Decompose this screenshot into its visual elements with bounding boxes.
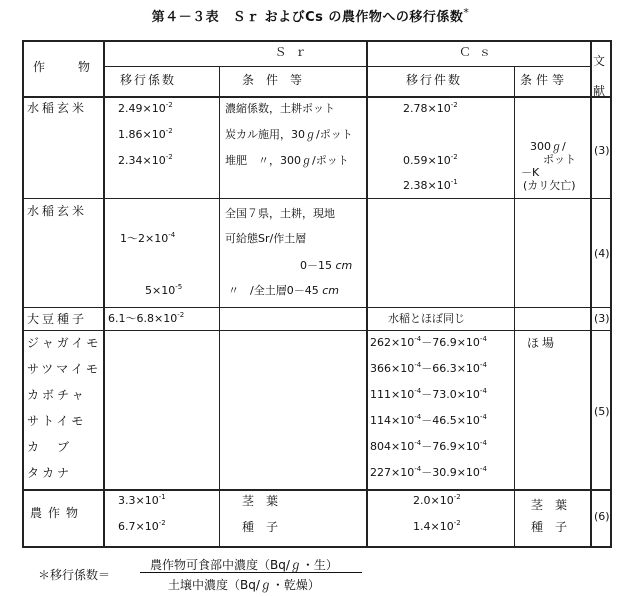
header-sr-factor: 移行係数 bbox=[120, 73, 177, 87]
sr-factor: $5\times 10^{-5}$ bbox=[145, 283, 183, 297]
sr-condition: 堆肥 〃，300ℊ/ポット bbox=[225, 154, 349, 167]
sr-condition: 全国７県，土耕，現地 bbox=[225, 207, 335, 220]
row-divider bbox=[22, 489, 612, 491]
column-divider bbox=[219, 66, 220, 546]
header-ref: 文献 bbox=[593, 54, 606, 98]
sr-factor: $3.3\times 10^{-1}$ bbox=[118, 493, 166, 507]
footnote-numerator: 農作物可食部中濃度（Bq/ℊ・生） bbox=[150, 558, 338, 572]
crop-name: 水稲玄米 bbox=[27, 204, 88, 218]
sr-condition: 炭カル施用，30ℊ/ポット bbox=[225, 128, 353, 141]
sr-factor: $1.86\times 10^{-2}$ bbox=[118, 127, 173, 141]
table-right-border bbox=[610, 40, 612, 548]
header-sr-conditions: 条 件 等 bbox=[242, 73, 303, 87]
cs-condition: 茎 葉 bbox=[531, 498, 568, 512]
crop-name: タカナ bbox=[27, 466, 73, 480]
sr-condition: 種 子 bbox=[242, 520, 279, 534]
header-cs-conditions: 条件等 bbox=[520, 73, 569, 87]
column-divider bbox=[514, 66, 515, 546]
crop-name: 農作物 bbox=[30, 506, 85, 520]
cs-factor-range: $114\times 10^{-4}-46.5\times 10^{-4}$ bbox=[370, 413, 487, 427]
sr-condition: 可給態Sr/作土層 bbox=[225, 232, 307, 245]
header-cs: Ｃｓ bbox=[458, 45, 499, 59]
header-crop: 作 物 bbox=[33, 60, 94, 74]
cs-factor-range: $262\times 10^{-4}-76.9\times 10^{-4}$ bbox=[370, 335, 487, 349]
table-top-border bbox=[22, 40, 612, 42]
fraction-bar bbox=[140, 572, 362, 573]
cs-factor-range: $804\times 10^{-4}-76.9\times 10^{-4}$ bbox=[370, 439, 487, 453]
table-bottom-border bbox=[22, 546, 612, 548]
reference: (3) bbox=[594, 144, 610, 157]
table-title: 第４－３表 Ｓｒ およびCs の農作物への移行係数* bbox=[151, 6, 470, 25]
cs-note: 水稲とほぼ同じ bbox=[388, 312, 465, 325]
sr-condition: 0－15 cm bbox=[300, 259, 353, 272]
header-cs-factor: 移行件数 bbox=[406, 73, 463, 87]
subheader-divider bbox=[104, 66, 591, 67]
cs-factor: $1.4\times 10^{-2}$ bbox=[413, 519, 461, 533]
sr-condition: 茎 葉 bbox=[242, 494, 279, 508]
cs-condition: ほ場 bbox=[527, 336, 558, 350]
sr-factor: $2.49\times 10^{-2}$ bbox=[118, 101, 173, 115]
sr-factor: $6.1\sim 6.8\times 10^{-2}$ bbox=[108, 311, 185, 325]
crop-name: ジャガイモ bbox=[27, 336, 102, 350]
crop-name: カボチャ bbox=[27, 388, 87, 402]
cs-factor: $0.59\times 10^{-2}$ bbox=[403, 153, 458, 167]
footnote-label: ＊移行係数＝ bbox=[38, 568, 111, 582]
sr-condition: 濃縮係数，土耕ポット bbox=[225, 102, 335, 115]
cs-condition: (カリ欠亡) bbox=[523, 179, 576, 192]
crop-name: サツマイモ bbox=[27, 362, 102, 376]
reference: (5) bbox=[594, 405, 610, 418]
crop-name: カ ブ bbox=[27, 440, 73, 454]
reference: (6) bbox=[594, 510, 610, 523]
header-bottom-border bbox=[22, 96, 612, 98]
row-divider bbox=[22, 307, 612, 308]
reference: (4) bbox=[594, 247, 610, 260]
header-sr: Ｓｒ bbox=[274, 45, 315, 59]
cs-condition: 種 子 bbox=[531, 520, 568, 534]
cs-factor-range: $366\times 10^{-4}-66.3\times 10^{-4}$ bbox=[370, 361, 487, 375]
cs-condition: 300ℊ/ bbox=[530, 140, 566, 153]
column-divider bbox=[590, 40, 592, 548]
sr-factor: $2.34\times 10^{-2}$ bbox=[118, 153, 173, 167]
crop-name: 水稲玄米 bbox=[27, 101, 88, 115]
cs-factor-range: $111\times 10^{-4}-73.0\times 10^{-4}$ bbox=[370, 387, 487, 401]
table-left-border bbox=[22, 40, 24, 548]
cs-condition: ポット bbox=[543, 153, 576, 166]
footnote-denominator: 土壌中濃度（Bq/ℊ・乾燥） bbox=[168, 578, 320, 592]
column-divider bbox=[103, 40, 105, 548]
cs-factor: $2.78\times 10^{-2}$ bbox=[403, 101, 458, 115]
row-divider bbox=[22, 198, 612, 199]
reference: (3) bbox=[594, 312, 610, 325]
crop-name: サトイモ bbox=[27, 414, 87, 428]
cs-factor: $2.0\times 10^{-2}$ bbox=[413, 493, 461, 507]
cs-condition: －K bbox=[521, 166, 540, 179]
cs-factor: $2.38\times 10^{-1}$ bbox=[403, 178, 458, 192]
row-divider bbox=[22, 330, 612, 331]
crop-name: 大豆種子 bbox=[27, 312, 88, 326]
sr-factor: $1\sim 2\times 10^{-4}$ bbox=[120, 231, 176, 245]
sr-condition: 〃 /全土層0－45 cm bbox=[228, 284, 339, 297]
sr-factor: $6.7\times 10^{-2}$ bbox=[118, 519, 166, 533]
cs-factor-range: $227\times 10^{-4}-30.9\times 10^{-4}$ bbox=[370, 465, 487, 479]
column-divider bbox=[366, 40, 368, 548]
